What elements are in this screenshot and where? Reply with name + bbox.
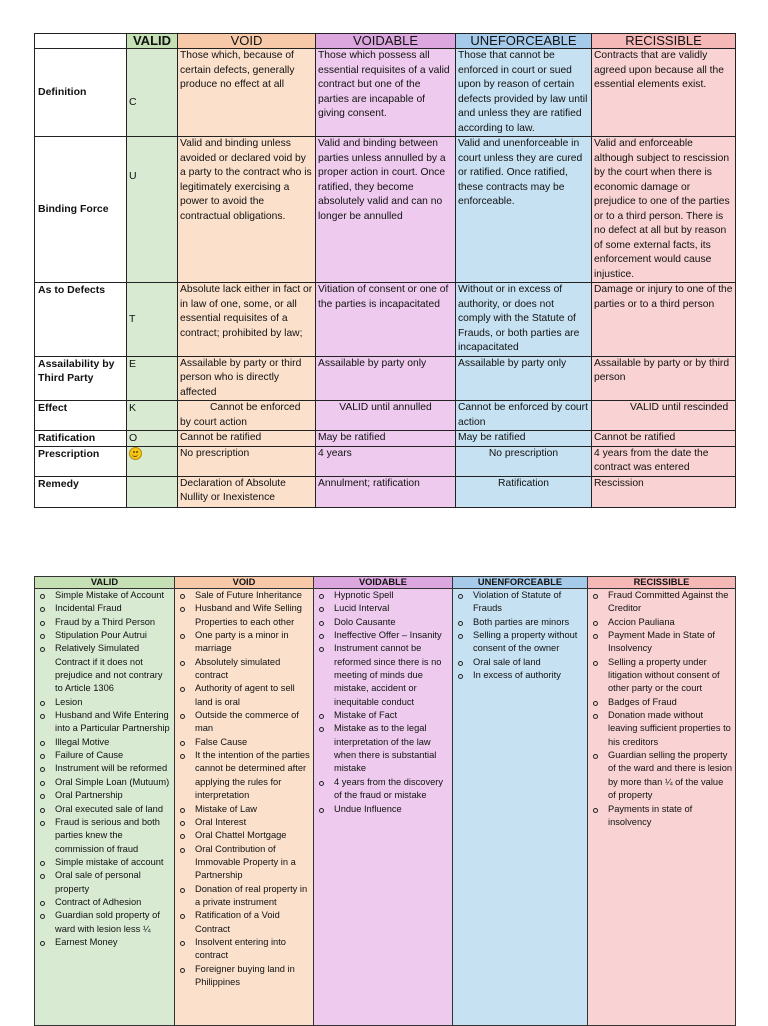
cell-void: Cannot be enforced by court action — [178, 401, 316, 431]
list-item: Husband and Wife Selling Properties to each other — [175, 602, 311, 629]
acrostic-letter: E — [127, 356, 178, 401]
list-item: Instrument cannot be reformed since there is no meeting of minds due mistake, accident or inequitable conduct — [314, 642, 450, 709]
table-row — [35, 137, 736, 283]
row-label: Prescription — [35, 446, 127, 476]
cell-void: Cannot be ratified — [178, 431, 316, 447]
list-item: Insolvent entering into contract — [175, 936, 311, 963]
list-item: Guardian selling the property of the ward and there is lesion by more than ¼ of the value of property — [588, 749, 733, 802]
list-item: Selling a property under litigation without consent of other party or the court — [588, 656, 733, 696]
unenforceable-examples-cell — [453, 589, 588, 1026]
header-voidable: VOIDABLE — [314, 577, 453, 589]
list-item: Failure of Cause — [35, 749, 172, 762]
table-row — [35, 401, 736, 431]
list-item: Fraud by a Third Person — [35, 616, 172, 629]
table-row — [35, 476, 736, 507]
row-label: Assailability by Third Party — [35, 356, 127, 401]
header-unenforceable: UNEFORCEABLE — [456, 34, 592, 49]
cell-rescissible: VALID until rescinded — [592, 401, 736, 431]
cell-void: Absolute lack either in fact or in law of one, some, or all essential requisites of a contract; prohibited by law; — [178, 283, 316, 357]
list-item: Husband and Wife Entering into a Particular Partnership — [35, 709, 172, 736]
list-item: Undue Influence — [314, 803, 450, 816]
list-item: Oral executed sale of land — [35, 803, 172, 816]
header-valid: VALID — [35, 577, 175, 589]
cell-rescissible: Rescission — [592, 476, 736, 507]
list-item: Simple mistake of account — [35, 856, 172, 869]
list-item: Ratification of a Void Contract — [175, 909, 311, 936]
list-item: Mistake of Law — [175, 803, 311, 816]
cell-unenforceable: May be ratified — [456, 431, 592, 447]
smiley-icon — [129, 447, 142, 460]
list-item: 4 years from the discovery of the fraud or mistake — [314, 776, 450, 803]
list-item: Oral Contribution of Immovable Property in a Partnership — [175, 843, 311, 883]
list-item: Stipulation Pour Autrui — [35, 629, 172, 642]
list-item: Fraud Committed Against the Creditor — [588, 589, 733, 616]
list-item: In excess of authority — [453, 669, 585, 682]
list-item: Oral Chattel Mortgage — [175, 829, 311, 842]
cell-rescissible: Cannot be ratified — [592, 431, 736, 447]
header-void: VOID — [175, 577, 314, 589]
header-valid: VALID — [127, 34, 178, 49]
list-item: Both parties are minors — [453, 616, 585, 629]
list-item: Illegal Motive — [35, 736, 172, 749]
cell-unenforceable: Without or in excess of authority, or does not comply with the Statute of Frauds, or both parties are incapacitated — [456, 283, 592, 357]
comparison-table — [34, 33, 736, 508]
cell-void: Declaration of Absolute Nullity or Inexistence — [178, 476, 316, 507]
list-item: Authority of agent to sell land is oral — [175, 682, 311, 709]
list-item: Instrument will be reformed — [35, 762, 172, 775]
cell-rescissible: Valid and enforceable although subject to rescission by the court when there is economic damage or prejudice to one of the parties or to a third person. There is no defect at all but by reason of some external facts, its enforcement would cause injustice. — [592, 137, 736, 283]
table-row — [35, 431, 736, 447]
list-item: Absolutely simulated contract — [175, 656, 311, 683]
list-item: Oral Simple Loan (Mutuum) — [35, 776, 172, 789]
cell-voidable: May be ratified — [316, 431, 456, 447]
list-item: Oral Partnership — [35, 789, 172, 802]
cell-rescissible: Contracts that are validly agreed upon because all the essential elements exist. — [592, 49, 736, 137]
cell-unenforceable: Those that cannot be enforced in court or sued upon by reason of certain defects provided by law until and unless they are ratified according to law. — [456, 49, 592, 137]
examples-table — [34, 576, 736, 1026]
header-unenforceable: UNENFORCEABLE — [453, 577, 588, 589]
cell-voidable: Valid and binding between parties unless annulled by a proper action in court. Once ratified, they become absolutely valid and can no longer be annulled — [316, 137, 456, 283]
cell-voidable: 4 years — [316, 446, 456, 476]
list-item: Relatively Simulated Contract if it does not prejudice and not contrary to Article 1306 — [35, 642, 172, 695]
list-item: It the intention of the parties cannot be determined after applying the rules for interpretation — [175, 749, 311, 802]
acrostic-letter — [127, 446, 178, 476]
list-item: Selling a property without consent of the owner — [453, 629, 585, 656]
list-item: Accion Pauliana — [588, 616, 733, 629]
list-item: Sale of Future Inheritance — [175, 589, 311, 602]
list-item: Payment Made in State of Insolvency — [588, 629, 733, 656]
voidable-examples-cell — [314, 589, 453, 1026]
list-item: Dolo Causante — [314, 616, 450, 629]
table-row — [35, 356, 736, 401]
corner-header-cell — [35, 34, 127, 49]
list-item: False Cause — [175, 736, 311, 749]
list-item: Guardian sold property of ward with lesion less ¼ — [35, 909, 172, 936]
list-item: Outside the commerce of man — [175, 709, 311, 736]
cell-unenforceable: Assailable by party only — [456, 356, 592, 401]
cell-void: Those which, because of certain defects, generally produce no effect at all — [178, 49, 316, 137]
cell-voidable: Vitiation of consent or one of the parties is incapacitated — [316, 283, 456, 357]
table-row — [35, 49, 736, 137]
row-label: Remedy — [35, 476, 127, 507]
list-item: One party is a minor in marriage — [175, 629, 311, 656]
cell-voidable: Assailable by party only — [316, 356, 456, 401]
list-item: Violation of Statute of Frauds — [453, 589, 585, 616]
list-item: Oral sale of personal property — [35, 869, 172, 896]
cell-rescissible: 4 years from the date the contract was entered — [592, 446, 736, 476]
cell-unenforceable: Ratification — [456, 476, 592, 507]
cell-rescissible: Damage or injury to one of the parties or to a third person — [592, 283, 736, 357]
row-label: Ratification — [35, 431, 127, 447]
cell-void: Valid and binding unless avoided or declared void by a party to the contract who is legitimately exercising a power to avoid the contractual obligations. — [178, 137, 316, 283]
header-voidable: VOIDABLE — [316, 34, 456, 49]
list-item: Payments in state of insolvency — [588, 803, 733, 830]
row-label: Definition — [35, 49, 127, 137]
list-item: Incidental Fraud — [35, 602, 172, 615]
list-item: Earnest Money — [35, 936, 172, 949]
cell-void: Assailable by party or third person who is directly affected — [178, 356, 316, 401]
list-item: Donation of real property in a private instrument — [175, 883, 311, 910]
acrostic-letter: K — [127, 401, 178, 431]
cell-unenforceable: Cannot be enforced by court action — [456, 401, 592, 431]
cell-voidable: Annulment; ratification — [316, 476, 456, 507]
header-rescissible: RECISSIBLE — [588, 577, 736, 589]
cell-voidable: VALID until annulled — [316, 401, 456, 431]
acrostic-letter: C — [127, 49, 178, 137]
cell-unenforceable: No prescription — [456, 446, 592, 476]
list-item: Mistake of Fact — [314, 709, 450, 722]
list-item: Fraud is serious and both parties knew the commission of fraud — [35, 816, 172, 856]
list-item: Lucid Interval — [314, 602, 450, 615]
row-label: Effect — [35, 401, 127, 431]
cell-unenforceable: Valid and unenforceable in court unless they are cured or ratified. Once ratified, these contracts may be enforceable. — [456, 137, 592, 283]
list-item: Ineffective Offer – Insanity — [314, 629, 450, 642]
header-rescissible: RECISSIBLE — [592, 34, 736, 49]
list-item: Mistake as to the legal interpretation of the law when there is substantial mistake — [314, 722, 450, 775]
list-item: Lesion — [35, 696, 172, 709]
cell-void: No prescription — [178, 446, 316, 476]
acrostic-letter: T — [127, 283, 178, 357]
row-label: Binding Force — [35, 137, 127, 283]
list-item: Hypnotic Spell — [314, 589, 450, 602]
list-item: Simple Mistake of Account — [35, 589, 172, 602]
header-void: VOID — [178, 34, 316, 49]
valid-examples-cell — [35, 589, 175, 1026]
row-label: As to Defects — [35, 283, 127, 357]
table-row — [35, 446, 736, 476]
list-item: Badges of Fraud — [588, 696, 733, 709]
list-item: Oral Interest — [175, 816, 311, 829]
table-row — [35, 283, 736, 357]
rescissible-examples-cell — [588, 589, 736, 1026]
cell-voidable: Those which possess all essential requisites of a valid contract but one of the parties are incapable of giving consent. — [316, 49, 456, 137]
list-item: Foreigner buying land in Philippines — [175, 963, 311, 990]
acrostic-letter: O — [127, 431, 178, 447]
acrostic-letter — [127, 476, 178, 507]
list-item: Oral sale of land — [453, 656, 585, 669]
acrostic-letter: U — [127, 137, 178, 283]
void-examples-cell — [175, 589, 314, 1026]
list-item: Donation made without leaving sufficient properties to his creditors — [588, 709, 733, 749]
list-item: Contract of Adhesion — [35, 896, 172, 909]
cell-rescissible: Assailable by party or by third person — [592, 356, 736, 401]
